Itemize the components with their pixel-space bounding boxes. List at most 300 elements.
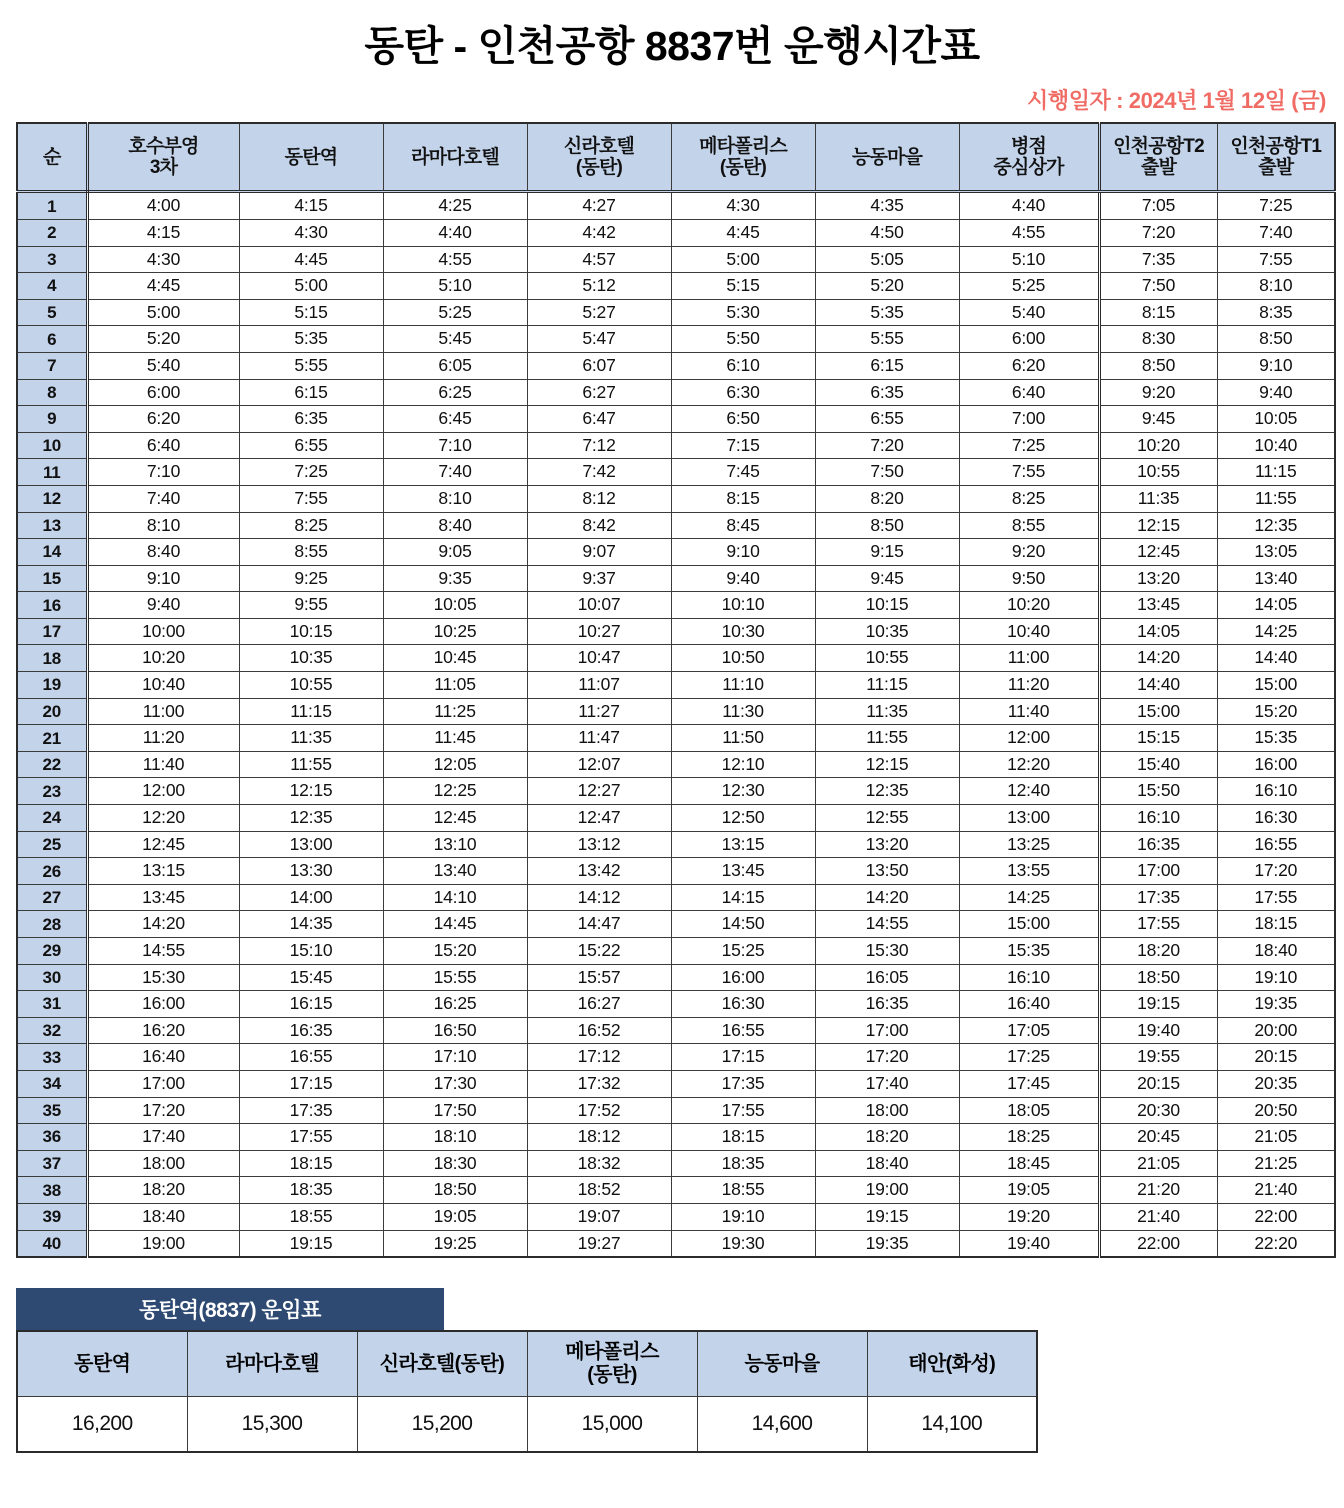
schedule-time-cell: 18:00 [815,1097,959,1124]
schedule-time-cell: 20:15 [1099,1070,1217,1097]
schedule-col-header-8: 인천공항T2 출발 [1099,123,1217,192]
table-row [17,991,1335,1018]
schedule-time-cell: 19:00 [815,1177,959,1204]
schedule-time-cell: 18:15 [239,1150,383,1177]
schedule-time-cell: 18:30 [383,1150,527,1177]
schedule-time-cell: 16:40 [959,991,1099,1018]
schedule-time-cell: 16:55 [671,1017,815,1044]
schedule-time-cell: 14:55 [87,938,239,965]
schedule-time-cell: 5:55 [239,352,383,379]
schedule-time-cell: 10:27 [527,618,671,645]
table-row [17,539,1335,566]
schedule-time-cell: 22:20 [1217,1230,1335,1257]
schedule-time-cell: 19:15 [239,1230,383,1257]
schedule-time-cell: 19:10 [1217,964,1335,991]
row-index-cell: 19 [17,672,87,699]
fare-value-cell: 15,300 [187,1397,357,1453]
schedule-time-cell: 18:10 [383,1124,527,1151]
schedule-time-cell: 19:27 [527,1230,671,1257]
schedule-time-cell: 19:30 [671,1230,815,1257]
schedule-time-cell: 8:12 [527,485,671,512]
schedule-time-cell: 7:50 [815,459,959,486]
row-index-cell: 2 [17,219,87,246]
schedule-time-cell: 8:10 [1217,273,1335,300]
schedule-time-cell: 12:00 [959,725,1099,752]
schedule-time-cell: 12:40 [959,778,1099,805]
schedule-time-cell: 13:40 [383,858,527,885]
schedule-time-cell: 11:05 [383,672,527,699]
schedule-time-cell: 13:55 [959,858,1099,885]
schedule-time-cell: 12:47 [527,805,671,832]
schedule-time-cell: 12:00 [87,778,239,805]
schedule-time-cell: 15:10 [239,938,383,965]
schedule-time-cell: 18:20 [1099,938,1217,965]
row-index-cell: 24 [17,805,87,832]
table-row [17,565,1335,592]
schedule-time-cell: 4:35 [815,192,959,220]
schedule-time-cell: 7:15 [671,432,815,459]
schedule-time-cell: 21:05 [1099,1150,1217,1177]
schedule-time-cell: 13:00 [239,831,383,858]
schedule-time-cell: 4:00 [87,192,239,220]
row-index-cell: 27 [17,884,87,911]
schedule-time-cell: 20:00 [1217,1017,1335,1044]
schedule-time-cell: 14:12 [527,884,671,911]
schedule-time-cell: 9:10 [87,565,239,592]
schedule-time-cell: 7:42 [527,459,671,486]
schedule-time-cell: 8:15 [671,485,815,512]
schedule-time-cell: 10:55 [815,645,959,672]
schedule-col-header-7: 병점 중심상가 [959,123,1099,192]
schedule-time-cell: 15:00 [1099,698,1217,725]
schedule-time-cell: 12:10 [671,751,815,778]
schedule-time-cell: 14:20 [1099,645,1217,672]
table-row [17,1203,1335,1230]
table-row [17,831,1335,858]
schedule-time-cell: 10:00 [87,618,239,645]
schedule-time-cell: 19:05 [959,1177,1099,1204]
schedule-time-cell: 13:42 [527,858,671,885]
schedule-time-cell: 9:15 [815,539,959,566]
schedule-time-cell: 17:20 [815,1044,959,1071]
fare-col-header-4: 능동마을 [697,1331,867,1397]
row-index-cell: 5 [17,299,87,326]
schedule-time-cell: 14:40 [1099,672,1217,699]
schedule-time-cell: 11:47 [527,725,671,752]
row-index-cell: 14 [17,539,87,566]
row-index-cell: 12 [17,485,87,512]
schedule-time-cell: 4:50 [815,219,959,246]
schedule-time-cell: 16:30 [671,991,815,1018]
schedule-time-cell: 15:20 [383,938,527,965]
schedule-time-cell: 10:45 [383,645,527,672]
schedule-time-cell: 16:40 [87,1044,239,1071]
schedule-time-cell: 12:50 [671,805,815,832]
schedule-time-cell: 17:10 [383,1044,527,1071]
schedule-time-cell: 19:25 [383,1230,527,1257]
schedule-time-cell: 12:30 [671,778,815,805]
schedule-time-cell: 6:35 [239,406,383,433]
schedule-time-cell: 10:15 [815,592,959,619]
schedule-time-cell: 16:50 [383,1017,527,1044]
schedule-time-cell: 8:25 [959,485,1099,512]
schedule-time-cell: 12:07 [527,751,671,778]
schedule-time-cell: 7:55 [239,485,383,512]
schedule-time-cell: 9:10 [671,539,815,566]
schedule-time-cell: 9:20 [959,539,1099,566]
schedule-time-cell: 15:45 [239,964,383,991]
row-index-cell: 21 [17,725,87,752]
table-row [17,326,1335,353]
schedule-time-cell: 12:45 [1099,539,1217,566]
schedule-time-cell: 16:10 [959,964,1099,991]
schedule-col-header-4: 신라호텔 (동탄) [527,123,671,192]
table-row [17,485,1335,512]
schedule-time-cell: 14:20 [815,884,959,911]
schedule-time-cell: 10:20 [1099,432,1217,459]
table-row [17,911,1335,938]
schedule-time-cell: 5:40 [959,299,1099,326]
schedule-time-cell: 6:00 [87,379,239,406]
table-row [17,379,1335,406]
schedule-time-cell: 10:35 [239,645,383,672]
schedule-time-cell: 13:45 [87,884,239,911]
schedule-col-header-9: 인천공항T1 출발 [1217,123,1335,192]
schedule-time-cell: 18:15 [671,1124,815,1151]
table-row [17,273,1335,300]
schedule-time-cell: 7:00 [959,406,1099,433]
schedule-time-cell: 13:00 [959,805,1099,832]
schedule-time-cell: 17:00 [1099,858,1217,885]
row-index-cell: 4 [17,273,87,300]
row-index-cell: 31 [17,991,87,1018]
schedule-time-cell: 11:35 [1099,485,1217,512]
table-row [17,406,1335,433]
schedule-time-cell: 9:55 [239,592,383,619]
schedule-time-cell: 21:25 [1217,1150,1335,1177]
effective-date-container [0,84,1344,114]
schedule-time-cell: 20:35 [1217,1070,1335,1097]
schedule-time-cell: 10:35 [815,618,959,645]
schedule-time-cell: 12:15 [239,778,383,805]
table-row [17,1177,1335,1204]
schedule-time-cell: 6:55 [239,432,383,459]
schedule-time-cell: 18:20 [815,1124,959,1151]
schedule-time-cell: 13:45 [671,858,815,885]
schedule-time-cell: 7:40 [383,459,527,486]
schedule-time-cell: 19:55 [1099,1044,1217,1071]
schedule-time-cell: 5:25 [959,273,1099,300]
fare-col-header-1: 라마다호텔 [187,1331,357,1397]
schedule-time-cell: 6:20 [87,406,239,433]
schedule-time-cell: 18:40 [87,1203,239,1230]
schedule-time-cell: 13:20 [815,831,959,858]
schedule-time-cell: 9:35 [383,565,527,592]
schedule-time-cell: 11:55 [239,751,383,778]
schedule-time-cell: 15:35 [1217,725,1335,752]
schedule-time-cell: 12:45 [87,831,239,858]
schedule-time-cell: 17:05 [959,1017,1099,1044]
schedule-time-cell: 15:30 [815,938,959,965]
schedule-time-cell: 16:00 [87,991,239,1018]
fare-section [0,1288,1344,1453]
schedule-time-cell: 6:30 [671,379,815,406]
schedule-time-cell: 11:40 [959,698,1099,725]
row-index-cell: 25 [17,831,87,858]
table-row [17,645,1335,672]
schedule-time-cell: 11:55 [815,725,959,752]
schedule-time-cell: 14:05 [1099,618,1217,645]
schedule-time-cell: 5:15 [239,299,383,326]
table-row [17,1150,1335,1177]
schedule-time-cell: 22:00 [1099,1230,1217,1257]
schedule-time-cell: 4:55 [959,219,1099,246]
schedule-time-cell: 12:55 [815,805,959,832]
schedule-time-cell: 6:15 [815,352,959,379]
schedule-time-cell: 5:20 [87,326,239,353]
schedule-time-cell: 7:40 [87,485,239,512]
row-index-cell: 28 [17,911,87,938]
schedule-time-cell: 7:45 [671,459,815,486]
schedule-time-cell: 11:20 [87,725,239,752]
schedule-table-head [17,123,1335,192]
schedule-time-cell: 18:35 [239,1177,383,1204]
schedule-time-cell: 16:35 [1099,831,1217,858]
schedule-time-cell: 5:40 [87,352,239,379]
schedule-time-cell: 12:20 [959,751,1099,778]
schedule-time-cell: 8:45 [671,512,815,539]
table-row [17,592,1335,619]
schedule-col-header-6: 능동마을 [815,123,959,192]
schedule-time-cell: 15:35 [959,938,1099,965]
schedule-time-cell: 15:00 [959,911,1099,938]
schedule-time-cell: 13:15 [671,831,815,858]
schedule-time-cell: 10:07 [527,592,671,619]
schedule-time-cell: 11:35 [239,725,383,752]
schedule-time-cell: 4:45 [87,273,239,300]
schedule-time-cell: 14:45 [383,911,527,938]
schedule-time-cell: 10:55 [1099,459,1217,486]
schedule-time-cell: 10:05 [1217,406,1335,433]
schedule-header-row [17,123,1335,192]
fare-table-head [17,1331,1037,1397]
schedule-time-cell: 8:50 [1217,326,1335,353]
schedule-time-cell: 6:00 [959,326,1099,353]
schedule-time-cell: 14:50 [671,911,815,938]
schedule-time-cell: 18:40 [1217,938,1335,965]
schedule-time-cell: 19:05 [383,1203,527,1230]
schedule-time-cell: 7:20 [815,432,959,459]
schedule-time-cell: 13:10 [383,831,527,858]
schedule-time-cell: 18:55 [671,1177,815,1204]
schedule-time-cell: 20:15 [1217,1044,1335,1071]
schedule-time-cell: 4:30 [671,192,815,220]
schedule-time-cell: 9:25 [239,565,383,592]
schedule-time-cell: 11:25 [383,698,527,725]
schedule-time-cell: 5:47 [527,326,671,353]
schedule-time-cell: 8:55 [959,512,1099,539]
schedule-time-cell: 16:10 [1217,778,1335,805]
schedule-time-cell: 11:27 [527,698,671,725]
row-index-cell: 22 [17,751,87,778]
schedule-time-cell: 16:00 [671,964,815,991]
schedule-time-cell: 10:30 [671,618,815,645]
row-index-cell: 36 [17,1124,87,1151]
table-row [17,672,1335,699]
row-index-cell: 15 [17,565,87,592]
schedule-time-cell: 13:20 [1099,565,1217,592]
schedule-time-cell: 11:07 [527,672,671,699]
row-index-cell: 18 [17,645,87,672]
schedule-time-cell: 8:10 [383,485,527,512]
schedule-time-cell: 5:25 [383,299,527,326]
schedule-time-cell: 12:35 [239,805,383,832]
schedule-time-cell: 7:55 [959,459,1099,486]
effective-date: 시행일자 : 2024년 1월 12일 (금) [1026,88,1326,114]
schedule-time-cell: 17:12 [527,1044,671,1071]
schedule-time-cell: 16:27 [527,991,671,1018]
schedule-time-cell: 17:00 [87,1070,239,1097]
schedule-time-cell: 18:12 [527,1124,671,1151]
schedule-time-cell: 11:00 [959,645,1099,672]
schedule-time-cell: 14:35 [239,911,383,938]
schedule-time-cell: 7:20 [1099,219,1217,246]
schedule-time-cell: 6:25 [383,379,527,406]
schedule-col-header-0: 순 [17,123,87,192]
row-index-cell: 32 [17,1017,87,1044]
schedule-time-cell: 17:55 [239,1124,383,1151]
schedule-time-cell: 7:40 [1217,219,1335,246]
fare-title-bar: 동탄역(8837) 운임표 [16,1288,444,1330]
schedule-time-cell: 10:20 [959,592,1099,619]
row-index-cell: 26 [17,858,87,885]
row-index-cell: 16 [17,592,87,619]
schedule-time-cell: 7:25 [959,432,1099,459]
table-row [17,1070,1335,1097]
schedule-time-cell: 5:20 [815,273,959,300]
schedule-time-cell: 13:40 [1217,565,1335,592]
schedule-time-cell: 8:25 [239,512,383,539]
schedule-time-cell: 11:15 [815,672,959,699]
schedule-time-cell: 17:40 [87,1124,239,1151]
schedule-time-cell: 10:47 [527,645,671,672]
schedule-time-cell: 4:57 [527,246,671,273]
schedule-time-cell: 11:45 [383,725,527,752]
schedule-time-cell: 16:25 [383,991,527,1018]
schedule-time-cell: 4:40 [959,192,1099,220]
schedule-time-cell: 4:40 [383,219,527,246]
schedule-time-cell: 12:25 [383,778,527,805]
schedule-time-cell: 12:05 [383,751,527,778]
schedule-time-cell: 5:10 [959,246,1099,273]
schedule-time-cell: 10:40 [1217,432,1335,459]
schedule-time-cell: 11:20 [959,672,1099,699]
table-row [17,725,1335,752]
schedule-time-cell: 16:10 [1099,805,1217,832]
schedule-col-header-1: 호수부영 3차 [87,123,239,192]
schedule-time-cell: 16:20 [87,1017,239,1044]
schedule-time-cell: 6:40 [959,379,1099,406]
schedule-time-cell: 6:47 [527,406,671,433]
schedule-time-cell: 14:55 [815,911,959,938]
table-row [17,778,1335,805]
schedule-time-cell: 17:25 [959,1044,1099,1071]
schedule-time-cell: 13:45 [1099,592,1217,619]
schedule-time-cell: 15:30 [87,964,239,991]
schedule-time-cell: 14:05 [1217,592,1335,619]
schedule-time-cell: 7:55 [1217,246,1335,273]
schedule-time-cell: 11:15 [1217,459,1335,486]
table-row [17,299,1335,326]
schedule-time-cell: 7:10 [87,459,239,486]
schedule-time-cell: 4:55 [383,246,527,273]
schedule-time-cell: 7:12 [527,432,671,459]
row-index-cell: 7 [17,352,87,379]
schedule-time-cell: 15:15 [1099,725,1217,752]
schedule-time-cell: 6:27 [527,379,671,406]
schedule-time-cell: 5:12 [527,273,671,300]
table-row [17,1044,1335,1071]
row-index-cell: 34 [17,1070,87,1097]
schedule-time-cell: 18:40 [815,1150,959,1177]
table-row [17,192,1335,220]
schedule-col-header-5: 메타폴리스 (동탄) [671,123,815,192]
schedule-time-cell: 11:15 [239,698,383,725]
schedule-time-cell: 17:20 [87,1097,239,1124]
schedule-time-cell: 6:05 [383,352,527,379]
schedule-time-cell: 13:15 [87,858,239,885]
table-row [17,219,1335,246]
fare-value-cell: 16,200 [17,1397,187,1453]
schedule-time-cell: 9:45 [1099,406,1217,433]
schedule-time-cell: 10:10 [671,592,815,619]
schedule-time-cell: 9:37 [527,565,671,592]
schedule-time-cell: 10:40 [87,672,239,699]
schedule-time-cell: 11:40 [87,751,239,778]
schedule-col-header-3: 라마다호텔 [383,123,527,192]
schedule-time-cell: 10:55 [239,672,383,699]
schedule-time-cell: 18:45 [959,1150,1099,1177]
schedule-time-cell: 8:50 [1099,352,1217,379]
schedule-time-cell: 19:10 [671,1203,815,1230]
schedule-time-cell: 20:45 [1099,1124,1217,1151]
schedule-time-cell: 7:50 [1099,273,1217,300]
schedule-time-cell: 8:35 [1217,299,1335,326]
schedule-time-cell: 17:32 [527,1070,671,1097]
row-index-cell: 17 [17,618,87,645]
schedule-time-cell: 6:15 [239,379,383,406]
table-row [17,352,1335,379]
schedule-time-cell: 5:27 [527,299,671,326]
schedule-time-cell: 6:07 [527,352,671,379]
schedule-time-cell: 20:50 [1217,1097,1335,1124]
schedule-time-cell: 12:27 [527,778,671,805]
schedule-time-cell: 8:40 [383,512,527,539]
schedule-time-cell: 15:25 [671,938,815,965]
schedule-time-cell: 9:05 [383,539,527,566]
page-title: 동탄 - 인천공항 8837번 운행시간표 [364,23,980,69]
schedule-time-cell: 17:55 [1217,884,1335,911]
schedule-time-cell: 11:30 [671,698,815,725]
schedule-time-cell: 17:45 [959,1070,1099,1097]
row-index-cell: 8 [17,379,87,406]
schedule-time-cell: 12:35 [815,778,959,805]
schedule-time-cell: 7:25 [239,459,383,486]
fare-table-body [17,1397,1037,1453]
schedule-time-cell: 4:30 [239,219,383,246]
schedule-col-header-2: 동탄역 [239,123,383,192]
schedule-time-cell: 17:55 [671,1097,815,1124]
